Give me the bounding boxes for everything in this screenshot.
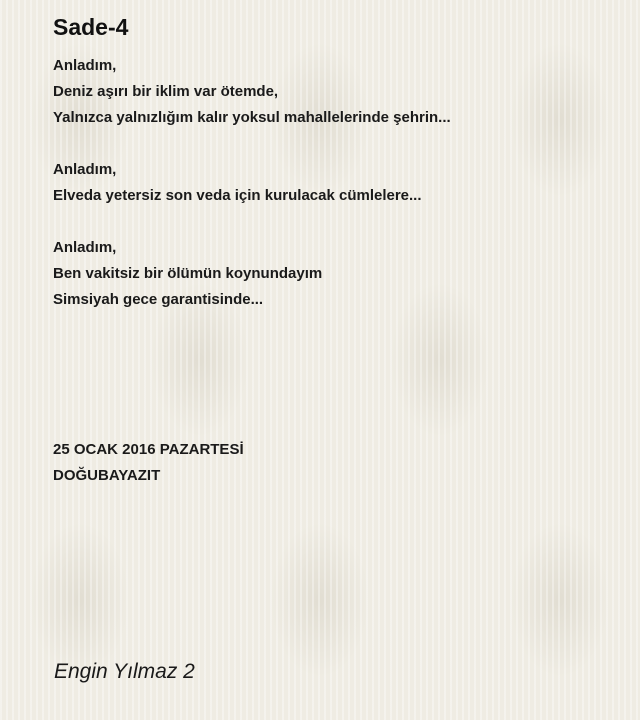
- poem-date: 25 OCAK 2016 PAZARTESİ: [53, 441, 244, 458]
- poem-line: Simsiyah gece garantisinde...: [53, 291, 264, 308]
- poem-line: Anladım,: [53, 161, 117, 178]
- stanza-2: [53, 157, 451, 209]
- poem-line: Yalnızca yalnızlığım kalır yoksul mahallelerinde şehrin...: [53, 109, 451, 126]
- poem-line: Deniz aşırı bir iklim var ötemde,: [53, 83, 279, 100]
- poem-line: Ben vakitsiz bir ölümün koynundayım: [53, 265, 323, 282]
- stanza-3: [53, 235, 451, 313]
- poem-line: Anladım,: [53, 57, 117, 74]
- poem-line: Anladım,: [53, 239, 117, 256]
- poem-title: Sade-4: [53, 14, 129, 40]
- poem-author: Engin Yılmaz 2: [54, 660, 195, 683]
- poem-place: DOĞUBAYAZIT: [53, 467, 161, 484]
- poem-line: Elveda yetersiz son veda için kurulacak cümlelere...: [53, 187, 422, 204]
- poem-body: [53, 53, 451, 339]
- stanza-1: [53, 53, 451, 131]
- poem-meta: [53, 437, 244, 489]
